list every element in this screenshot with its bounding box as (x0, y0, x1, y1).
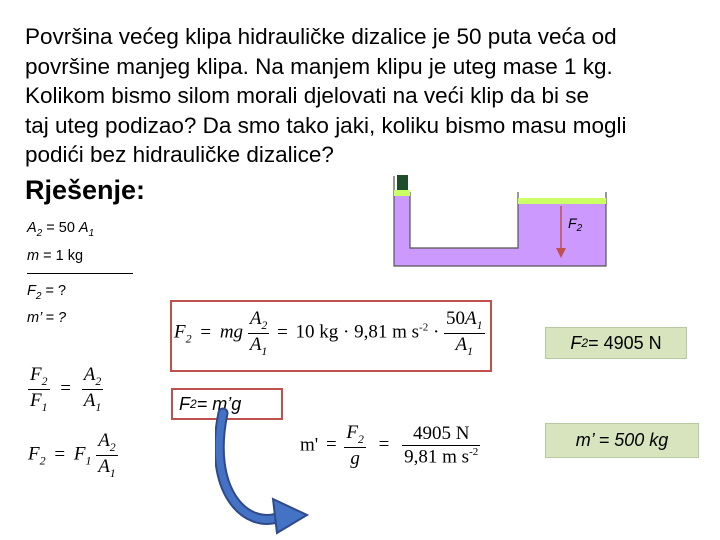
problem-line: podići bez hidrauličke dizalice? (25, 142, 334, 167)
mass-equation: m' = $\frac{F_2}{g}$ = $\frac{4905 N}{9,81 m s^{-2}}$ (300, 422, 479, 469)
given-mass: m = 1 kg (27, 248, 84, 264)
ratio-equation: $\frac{F_2}{F_1}$ = $\frac{A_2}{A_1}$ (30, 364, 102, 414)
main-equation: $F_2$ = mg $\frac{A_2}{A_1}$ = 10 kg · 9,81 m $s^{-2}$ · $\frac{50A_1}{A_1}$ (174, 308, 483, 358)
solved-equation: $F_2 = F_1$ $\frac{A_2}{A_1}$ (28, 430, 116, 480)
large-piston (518, 198, 606, 204)
weight-block-icon (397, 175, 408, 190)
solution-heading: Rješenje: (25, 175, 146, 205)
fraction: $\frac{F_2}{F_1}$ (30, 364, 48, 414)
weight-relation-box: F 2 = m’g (171, 388, 283, 420)
given-divider (27, 273, 133, 274)
fraction: $\frac{F_2}{g}$ (346, 422, 364, 469)
fraction: $\frac{4905 N}{9,81 m s^{-2}}$ (404, 423, 479, 468)
fraction: $\frac{A_2}{A_1}$ (249, 308, 268, 358)
fraction: $\frac{50A_1}{A_1}$ (446, 308, 483, 358)
result-force-box: F 2 = 4905 N (545, 327, 687, 359)
unknown-force: $F_2$ = ? (27, 283, 67, 302)
problem-line: taj uteg podizao? Da smo tako jaki, koliku bismo masu mogli (25, 112, 627, 138)
problem-line: Površina većeg klipa hidrauličke dizalice je 50 puta veća od (25, 24, 617, 49)
hydraulic-press-diagram (388, 170, 613, 270)
result-mass-box: m’ = 500 kg (545, 423, 699, 458)
problem-line: površine manjeg klipa. Na manjem klipu je uteg mase 1 kg. (25, 53, 613, 79)
force-label: $F_2$ (568, 215, 583, 234)
small-piston (394, 190, 410, 196)
hydraulic-fluid (394, 196, 606, 266)
problem-line: Kolikom bismo silom morali djelovati na veći klip da bi se (25, 83, 589, 108)
problem-text (25, 22, 705, 170)
fraction: $\frac{A_2}{A_1}$ (98, 430, 116, 480)
unknown-mass: m’ = ? (27, 310, 67, 326)
given-area-ratio: $A_2 = 50$ $A_1$ (27, 220, 95, 239)
fraction: $\frac{A_2}{A_1}$ (83, 364, 102, 414)
